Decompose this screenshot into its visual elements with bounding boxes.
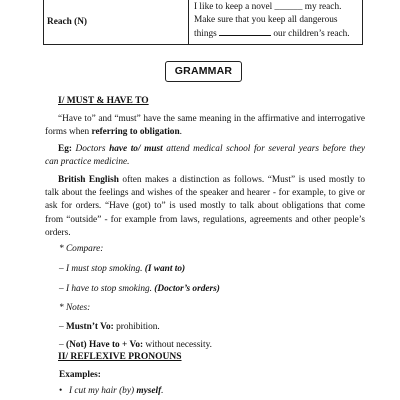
paragraph-obligation [45,113,365,139]
example-text: I cut my hair (by) [69,386,135,396]
paragraph-text: often makes a distinction as follows. “Must” is used mostly to talk about the feelings and wishes of the speaker and hearer - for example, to give or ask for orders. “Have (got) to” is used mostly to talk about obligations that come from “outside” - for example from laws, regulations, agreements and other people’s orders. [45,175,366,238]
note-bold: Mustn’t Vo: [65,322,114,332]
example-text: I like to keep a novel ______ my reach. [194,2,342,12]
punctuation: . [161,386,164,396]
example-text: things [194,29,217,39]
dash: – [59,322,64,332]
notes-label [59,303,90,313]
note-text: prohibition. [116,322,160,332]
note-item-2 [59,340,212,350]
compare-text: I must stop smoking. [65,264,143,274]
note-text: without necessity. [145,340,212,350]
punctuation: . [179,127,182,138]
paragraph-bold: British English [58,175,119,185]
example-bold: have to/ must [109,144,163,154]
example-bold: myself [136,386,162,396]
compare-item-2 [59,284,220,294]
example-line: Make sure that you keep all dangerous [194,15,338,25]
reflexive-example-1 [59,386,164,396]
table-row [44,0,363,45]
section-heading-reflexive-pronouns: II/ REFLEXIVE PRONOUNS [58,352,182,362]
dash: – [59,264,64,274]
vocab-examples [189,0,363,45]
paragraph-bold: referring to obligation [91,127,180,138]
example-text: attend medical school for several years before they can practice medicine. [45,144,365,168]
example-text: Doctors [75,144,106,154]
fill-blank [219,27,271,36]
note-item-1 [59,322,160,332]
paragraph-british-english [45,174,365,240]
grammar-title: GRAMMAR [165,61,242,82]
paragraph-text: “Have to” and “must” have the same meaning in the affirmative and interrogative forms when [45,114,365,138]
note-bold: (Not) Have to + Vo: [65,340,144,350]
compare-bold: (Doctor’s orders) [154,284,220,294]
example-text: our children’s reach. [273,29,350,39]
label-text: * Notes: [59,303,91,313]
example-line [194,27,362,41]
vocab-term: Reach (N) [44,0,189,45]
eg-label: Eg: [58,144,72,154]
examples-label: Examples: [59,370,101,380]
compare-bold: (I want to) [144,264,186,274]
compare-item-1 [59,264,185,274]
bullet-icon: • [59,386,63,396]
compare-text: I have to stop smoking. [65,284,152,294]
example-paragraph [45,143,365,169]
dash: – [59,284,64,294]
label-text: * Compare: [59,244,104,254]
section-heading-must-have-to: I/ MUST & HAVE TO [58,96,149,106]
dash: – [59,340,64,350]
compare-label [59,244,103,254]
example-line [194,1,362,14]
vocabulary-table [43,0,363,45]
